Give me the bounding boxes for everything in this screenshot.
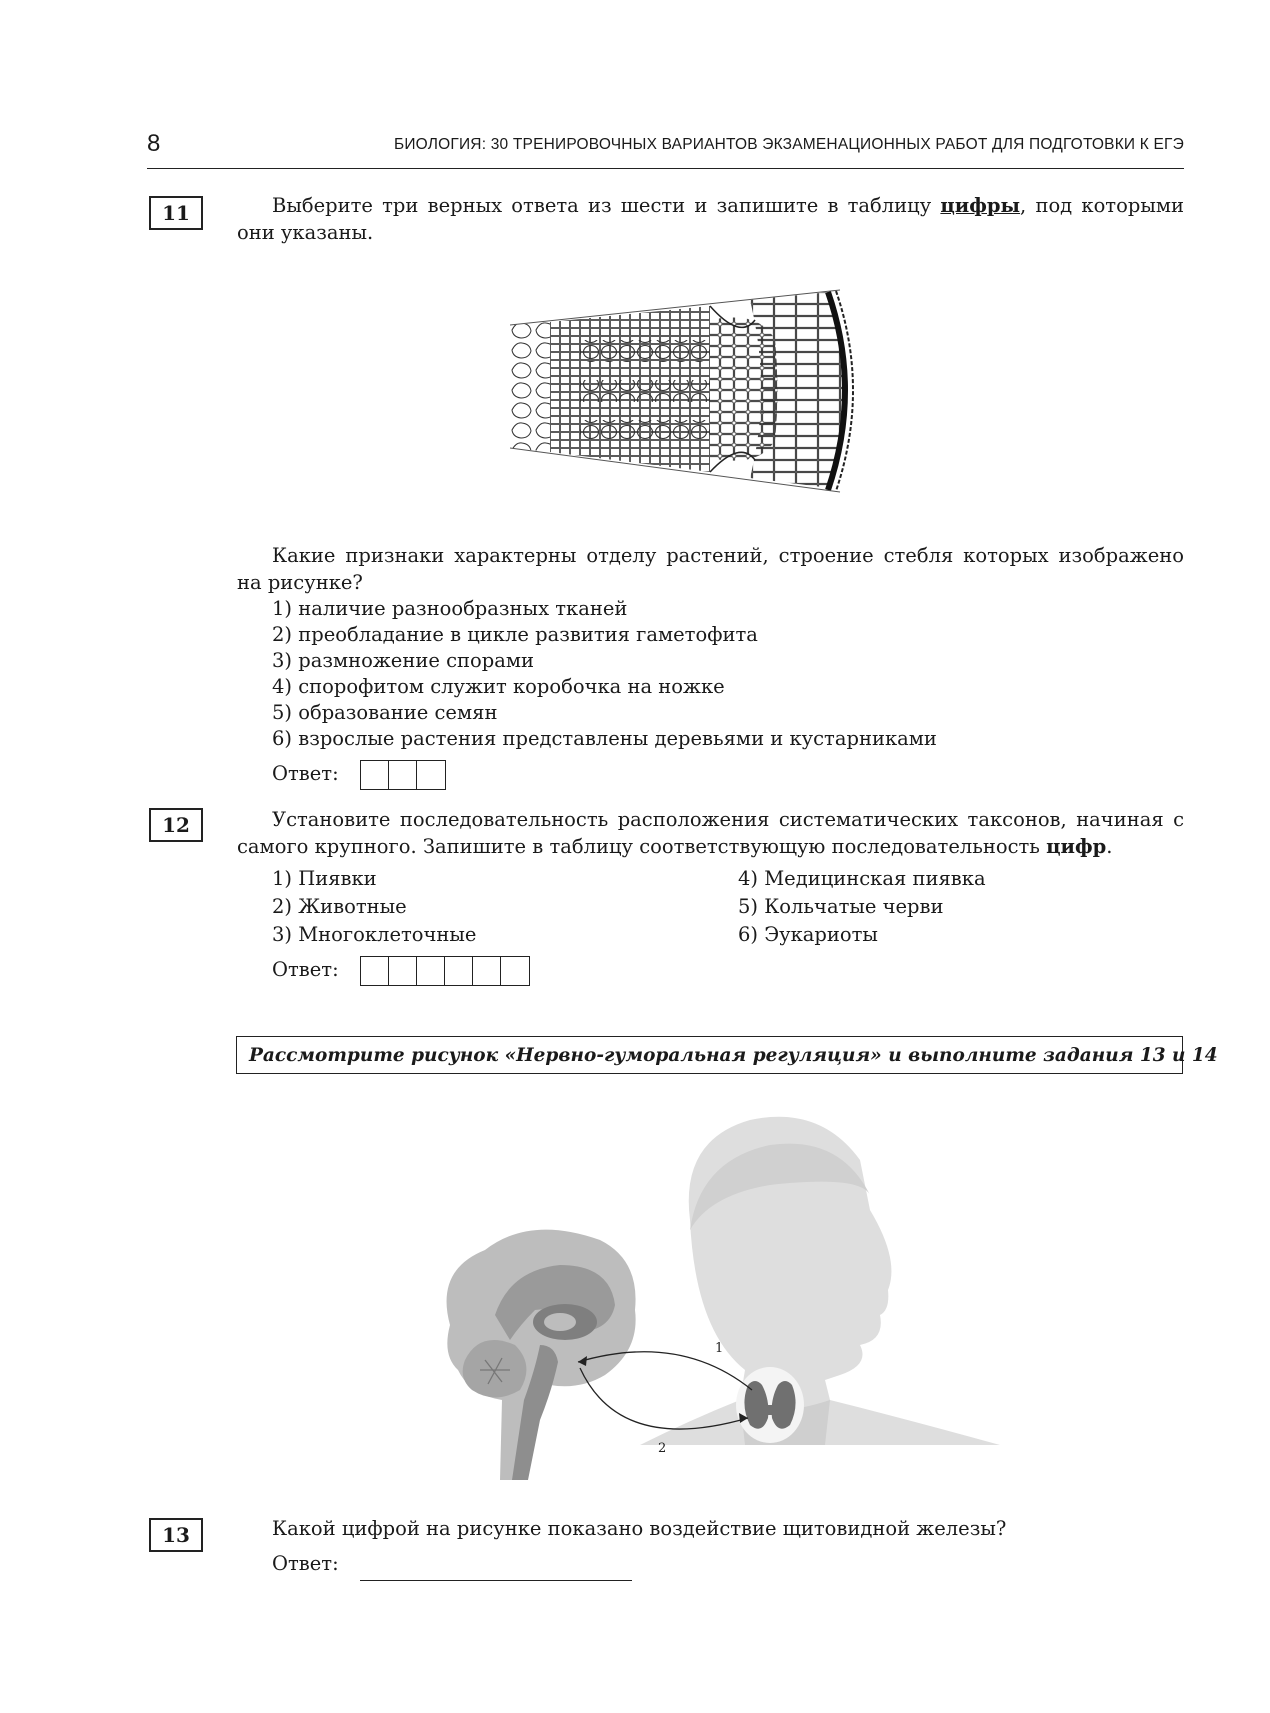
task-11-answer-label: Ответ:: [272, 762, 339, 785]
answer-cell[interactable]: [501, 957, 529, 985]
task-11-answer-cells[interactable]: [360, 760, 446, 790]
task-12-option: 4) Медицинская пиявка: [738, 867, 986, 890]
task-11-number: 11: [149, 196, 203, 230]
task-11-instruction-bold: цифры: [940, 194, 1021, 217]
answer-cell[interactable]: [361, 761, 389, 789]
task-11-option: 1) наличие разнообразных тканей: [272, 597, 628, 620]
task-12-instruction-bold: цифр: [1046, 835, 1107, 858]
task-11-question: [237, 542, 1184, 596]
task-11-option: 3) размножение спорами: [272, 649, 535, 672]
task-11-option: 5) образование семян: [272, 701, 498, 724]
task-13-answer-line[interactable]: [360, 1580, 632, 1581]
task-11-option: 2) преобладание в цикле развития гаметофита: [272, 623, 758, 646]
header-rule: [147, 168, 1184, 169]
figure-instruction-box: Рассмотрите рисунок «Нервно-гуморальная регуляция» и выполните задания 13 и 14: [236, 1036, 1183, 1074]
arrow-label-2: 2: [658, 1441, 667, 1456]
arrow-label-1: 1: [715, 1341, 724, 1356]
task-11-instruction-pre: Выберите три верных ответа из шести и запишите в таблицу: [272, 194, 941, 217]
task-12-option: 5) Кольчатые черви: [738, 895, 944, 918]
answer-cell[interactable]: [389, 957, 417, 985]
task-12-answer-label: Ответ:: [272, 958, 339, 981]
neuro-humoral-figure: [440, 1100, 1000, 1490]
task-11-question-text: Какие признаки характерны отделу растений, строение стебля которых изображено на рисунке?: [237, 544, 1184, 594]
task-13-answer-label: Ответ:: [272, 1552, 339, 1575]
task-12-number: 12: [149, 808, 203, 842]
task-12-instruction: [237, 806, 1184, 860]
answer-cell[interactable]: [361, 957, 389, 985]
answer-cell[interactable]: [417, 761, 445, 789]
task-12-instruction-pre: Установите последовательность расположения систематических таксонов, начиная с самого крупного. Запишите в таблицу соответствующую последовательность: [237, 808, 1184, 858]
page-number: 8: [147, 130, 161, 157]
task-12-option: 1) Пиявки: [272, 867, 377, 890]
task-11-instruction: [237, 192, 1184, 246]
task-12-option: 3) Многоклеточные: [272, 923, 477, 946]
task-12-option: 6) Эукариоты: [738, 923, 878, 946]
task-11-option: 4) спорофитом служит коробочка на ножке: [272, 675, 725, 698]
answer-cell[interactable]: [473, 957, 501, 985]
answer-cell[interactable]: [417, 957, 445, 985]
task-12-option: 2) Животные: [272, 895, 407, 918]
thyroid-gland: [736, 1367, 804, 1443]
running-title: БИОЛОГИЯ: 30 ТРЕНИРОВОЧНЫХ ВАРИАНТОВ ЭКЗАМЕНАЦИОННЫХ РАБОТ ДЛЯ ПОДГОТОВКИ К ЕГЭ: [393, 136, 1184, 153]
task-13-number: 13: [149, 1518, 203, 1552]
task-12-instruction-post: .: [1106, 835, 1113, 858]
task-13-question: Какой цифрой на рисунке показано воздействие щитовидной железы?: [272, 1517, 1007, 1540]
task-12-answer-cells[interactable]: [360, 956, 530, 986]
answer-cell[interactable]: [445, 957, 473, 985]
task-11-option: 6) взрослые растения представлены деревьями и кустарниками: [272, 727, 937, 750]
answer-cell[interactable]: [389, 761, 417, 789]
task-11-instruction-post: , под которыми они указаны.: [237, 194, 1185, 244]
stem-cross-section-figure: [510, 280, 920, 500]
